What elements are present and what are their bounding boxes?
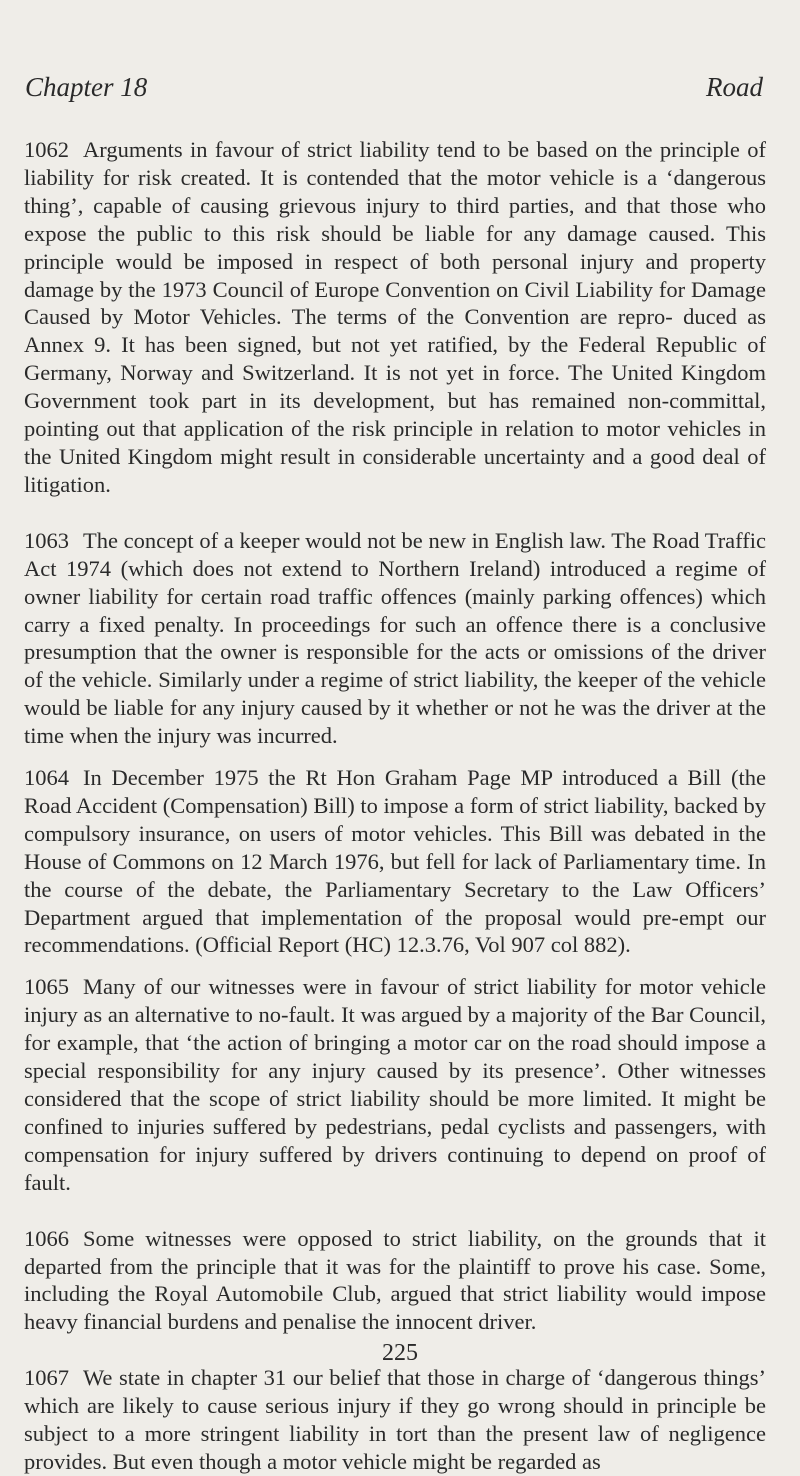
- paragraph-number: 1065: [24, 974, 69, 1000]
- paragraph-number: 1062: [24, 137, 69, 162]
- paragraph-text: Many of our witnesses were in favour of strict liability for motor vehicle injury as an alternative to no-fault. It was argued by a majority of the Bar Council, for example, that ‘the action of bringing a motor car on the road should impose a special responsibility for any injury caused by its presence’. Other witnesses considered that the scope of strict liability should be more limited. It might be confined to injuries suffered by pedestrians, pedal cyclists and passengers, with compensation for injury suffered by drivers continuing to depend on proof of fault.: [24, 974, 766, 1195]
- paragraph-text: Arguments in favour of strict liability tend to be based on the principle of liability for risk created. It is contended that the motor vehicle is a ‘dangerous thing’, capable of causing grievous injury to third parties, and that those who expose the public to this risk should be liable for any damage caused. This principle would be imposed in respect of both personal injury and property damage by the 1973 Council of Europe Convention on Civil Liability for Damage Caused by Motor Vehicles. The terms of the Convention are repro- duced as Annex 9. It has been signed, but not yet ratified, by the Federal Republic of Germany, Norway and Switzerland. It is not yet in force. The United Kingdom Government took part in its development, but has remained non-committal, pointing out that application of the risk principle in relation to motor vehicles in the United Kingdom might result in considerable uncertainty and a good deal of litigation.: [24, 137, 766, 497]
- chapter-label: Chapter 18: [25, 72, 148, 102]
- paragraph-text: The concept of a keeper would not be new in English law. The Road Traffic Act 1974 (which does not extend to Northern Ireland) introduced a regime of owner liability for certain road traffic offences (mainly parking offences) which carry a fixed penalty. In proceedings for such an offence there is a conclusive presumption that the owner is responsible for the acts or omissions of the driver of the vehicle. Similarly under a regime of strict liability, the keeper of the vehicle would be liable for any injury caused by it whether or not he was the driver at the time when the injury was incurred.: [24, 527, 766, 749]
- paragraph-number: 1063: [24, 527, 69, 553]
- paragraph-1063: [24, 527, 766, 750]
- paragraph-text: We state in chapter 31 our belief that those in charge of ‘dangerous things’ which are likely to cause serious injury if they go wrong should in principle be subject to a more stringent liability in tort than the present law of negligence provides. But even though a motor vehicle might be regarded as: [24, 1365, 766, 1474]
- paragraph-number: 1067: [24, 1365, 69, 1391]
- paragraph-1066: [24, 1225, 766, 1337]
- paragraph-number: 1066: [24, 1225, 69, 1251]
- paragraph-text: In December 1975 the Rt Hon Graham Page MP introduced a Bill (the Road Accident (Compensation) Bill) to impose a form of strict liability, backed by compulsory insurance, on users of motor vehicles. This Bill was debated in the House of Commons on 12 March 1976, but fell for lack of Parliamentary time. In the course of the debate, the Parliamentary Secretary to the Law Officers’ Department argued that implementation of the proposal would pre-empt our recommendations. (Official Report (HC) 12.3.76, Vol 907 col 882).: [24, 765, 766, 958]
- paragraph-number: 1064: [24, 765, 69, 791]
- paragraph-1065: [24, 973, 766, 1196]
- section-label: Road: [706, 72, 763, 102]
- paragraph-1067: [24, 1364, 766, 1476]
- running-head: [25, 72, 763, 112]
- paragraph-text: Some witnesses were opposed to strict liability, on the grounds that it departed from the principle that it was for the plaintiff to prove his case. Some, including the Royal Automobile Club, argued that strict liability would impose heavy financial burdens and penalise the innocent driver.: [24, 1225, 766, 1335]
- paragraph-1064: [24, 764, 766, 959]
- page-number: 225: [382, 1340, 418, 1366]
- body-text: [24, 136, 766, 1476]
- paragraph-1062: [24, 136, 766, 499]
